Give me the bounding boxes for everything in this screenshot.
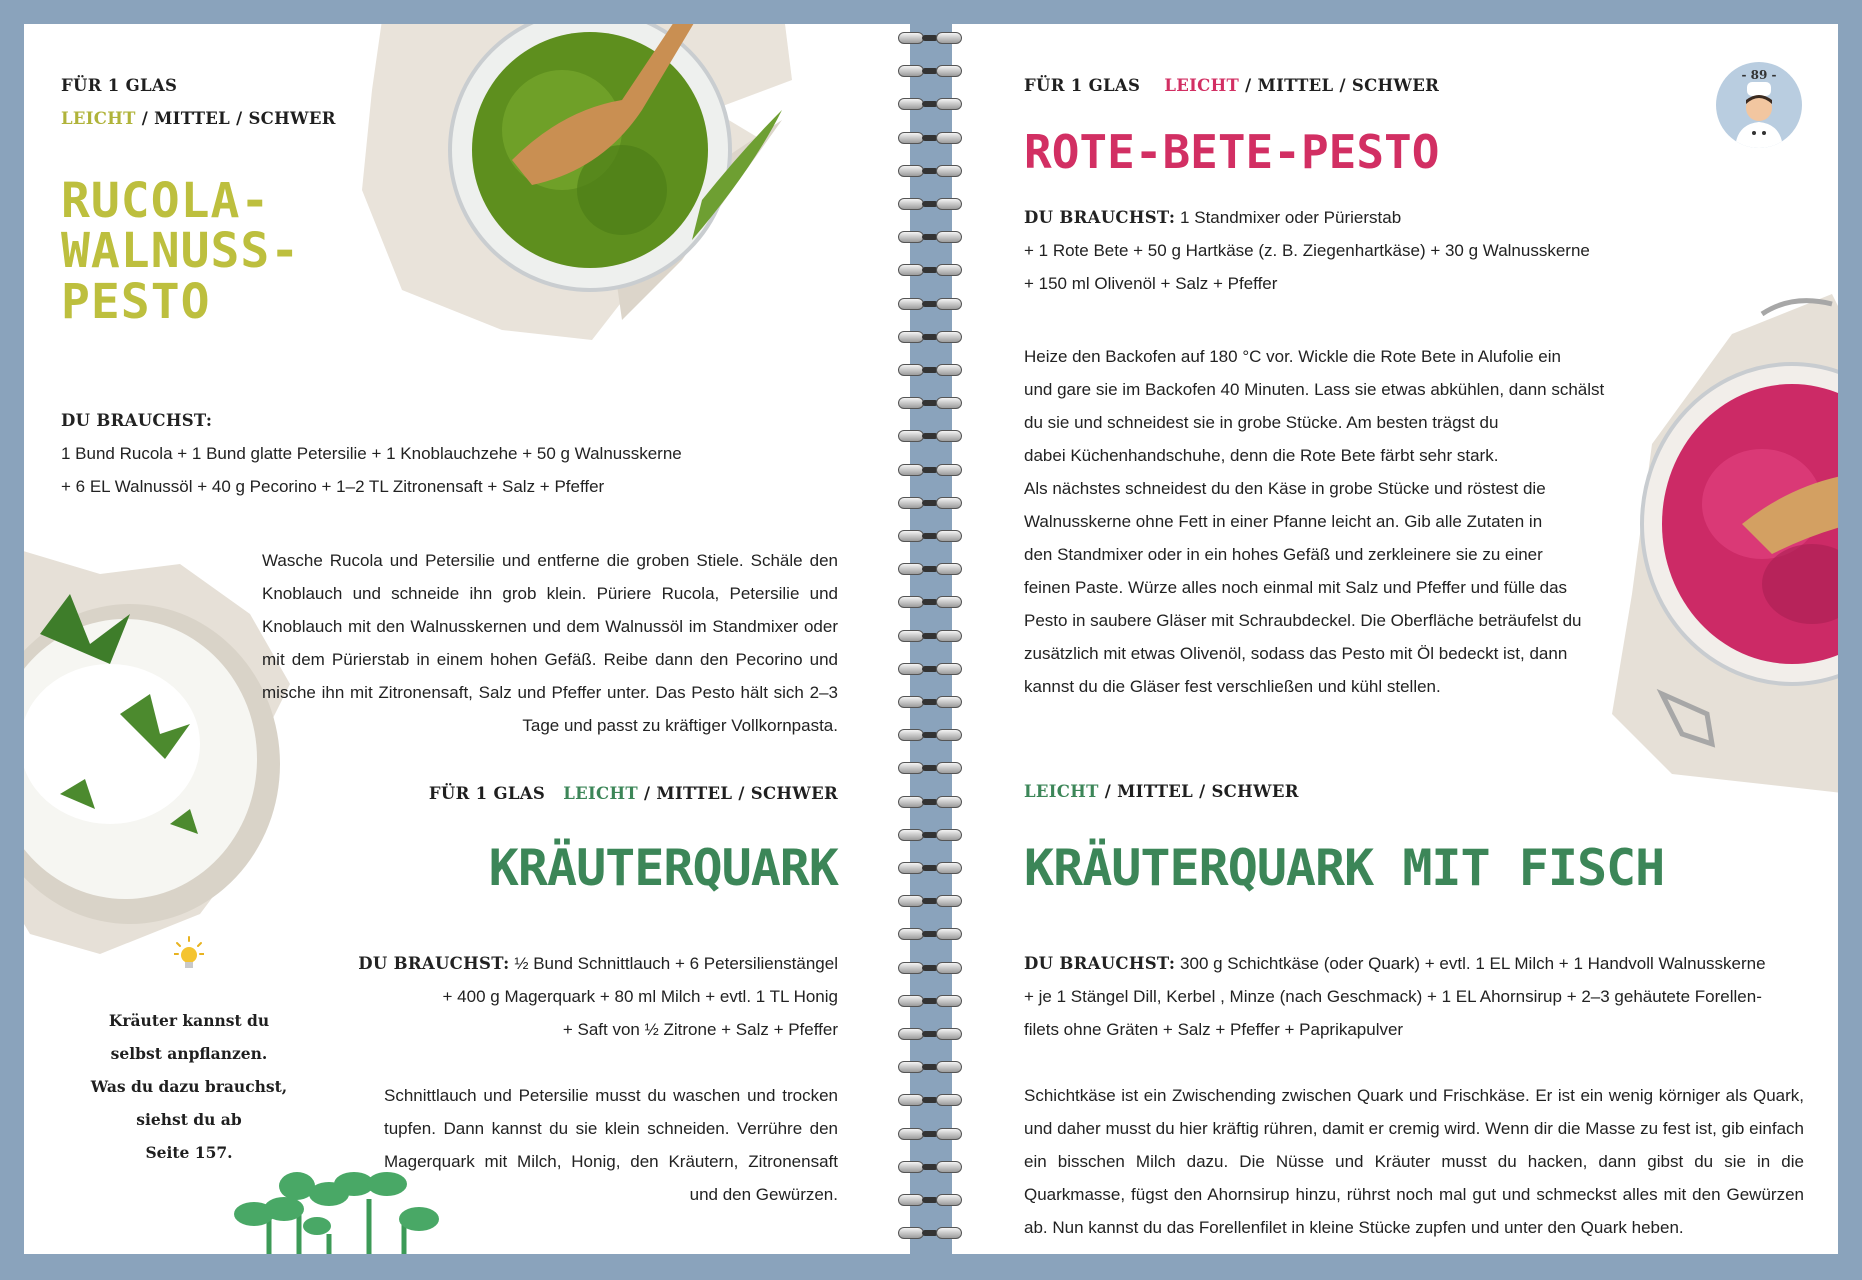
kraeuterquark-ingredients-line2: + 400 g Magerquark + 80 ml Milch + evtl. 1 TL Honig: [442, 987, 838, 1006]
rote-bete-method-line: den Standmixer oder in ein hohes Gefäß und zerkleinere sie zu einer: [1024, 545, 1543, 564]
spiral-ring: [892, 993, 972, 1009]
chef-icon: [1716, 62, 1802, 148]
spiral-ring: [892, 561, 972, 577]
rote-bete-method-line: zusätzlich mit etwas Olivenöl, sodass das Pesto mit Öl bedeckt ist, dann: [1024, 644, 1568, 663]
quark-fisch-ingredients-label: DU BRAUCHST:: [1024, 954, 1176, 973]
rote-bete-meta: [1024, 76, 1439, 95]
spiral-ring: [892, 594, 972, 610]
kraeuterquark-ingredients-line3: + Saft von ½ Zitrone + Salz + Pfeffer: [562, 1020, 838, 1039]
spiral-ring: [892, 362, 972, 378]
left-page: [24, 24, 910, 1254]
spiral-ring: [892, 760, 972, 776]
spiral-ring: [892, 63, 972, 79]
spiral-ring: [892, 528, 972, 544]
kraeuterquark-meta: [324, 784, 838, 803]
rote-bete-method-line: Walnusskerne ohne Fett in einer Pfanne leicht an. Gib alle Zutaten in: [1024, 512, 1543, 531]
page-number: - 89 -: [1741, 68, 1777, 82]
rote-bete-method-line: du sie und schneidest sie in grobe Stücke. Am besten trägst du: [1024, 413, 1499, 432]
quark-fisch-method: Schichtkäse ist ein Zwischending zwischen Quark und Frischkäse. Er ist ein wenig körniger als Quark, und daher musst du hier kräftig rühren, damit er cremig wird. Wenn dir die Masse zu fest ist, gib einfach ein bisschen Milch dazu. Die Nüsse und Kräuter musst du hacken, dann gibst du sie in die Quarkmasse, fügst den Ahornsirup hinzu, rührst noch mal gut und schmeckst alles mit den Gewürzen ab. Nun kannst du das Forellenfilet in kleine Stücke zupfen und unter den Quark heben.: [1024, 1086, 1804, 1237]
rucola-ingredients-line2: + 6 EL Walnussöl + 40 g Pecorino + 1–2 TL Zitronensaft + Salz + Pfeffer: [61, 477, 605, 496]
tip-line5: Seite 157.: [145, 1143, 233, 1162]
kraeuterquark-serving: FÜR 1 GLAS: [428, 784, 546, 803]
rucola-level-easy: LEICHT: [61, 109, 136, 128]
spiral-ring: [892, 428, 972, 444]
quark-fisch-level-rest: / MITTEL / SCHWER: [1104, 782, 1299, 801]
spiral-ring: [892, 262, 972, 278]
quark-fisch-ingredients-line2: + je 1 Stängel Dill, Kerbel , Minze (nach Geschmack) + 1 EL Ahornsirup + 2–3 gehäutete Forellen-: [1024, 987, 1762, 1006]
rote-bete-method: [1024, 340, 1644, 703]
kraeuterquark-ingredients: [324, 947, 838, 1046]
spiral-ring: [892, 1026, 972, 1042]
rote-bete-ingredients-line2: + 1 Rote Bete + 50 g Hartkäse (z. B. Ziegenhartkäse) + 30 g Walnusskerne: [1024, 241, 1590, 260]
rote-bete-method-line: dabei Küchenhandschuhe, denn die Rote Bete färbt sehr stark.: [1024, 446, 1499, 465]
spiral-ring: [892, 628, 972, 644]
spiral-ring: [892, 196, 972, 212]
tip-text: [74, 1004, 304, 1169]
lightbulb-icon: [174, 936, 204, 976]
rucola-ingredients-line1: 1 Bund Rucola + 1 Bund glatte Petersilie + 1 Knoblauchzehe + 50 g Walnusskerne: [61, 444, 682, 463]
spiral-ring: [892, 1059, 972, 1075]
tip-line4: siehst du ab: [136, 1110, 242, 1129]
spiral-ring: [892, 926, 972, 942]
spiral-ring: [892, 860, 972, 876]
rote-bete-method-line: Pesto in saubere Gläser mit Schraubdeckel. Die Oberfläche beträufelst du: [1024, 611, 1582, 630]
spiral-ring: [892, 1192, 972, 1208]
spiral-ring: [892, 163, 972, 179]
spiral-ring: [892, 30, 972, 46]
spiral-ring: [892, 1126, 972, 1142]
rucola-difficulty: [61, 109, 336, 128]
spiral-ring: [892, 130, 972, 146]
quark-fisch-ingredients: [1024, 947, 1804, 1046]
quark-fisch-difficulty: [1024, 782, 1299, 801]
spiral-ring: [892, 694, 972, 710]
spiral-ring: [892, 329, 972, 345]
quark-fisch-ingredients-line1: 300 g Schichtkäse (oder Quark) + evtl. 1 EL Milch + 1 Handvoll Walnusskerne: [1180, 954, 1766, 973]
rote-bete-pesto-photo: [1612, 294, 1838, 794]
spiral-ring: [892, 1092, 972, 1108]
rucola-ingredients: [61, 404, 781, 503]
rote-bete-method-line: Heize den Backofen auf 180 °C vor. Wickle die Rote Bete in Alufolie ein: [1024, 347, 1561, 366]
kraeuterquark-level-rest: / MITTEL / SCHWER: [644, 784, 838, 803]
kraeuterquark-title: KRÄUTERQUARK: [488, 839, 838, 897]
rucola-serving: FÜR 1 GLAS: [61, 76, 178, 95]
spiral-ring: [892, 727, 972, 743]
tip-line1: Kräuter kannst du: [108, 1011, 270, 1030]
spiral-ring: [892, 661, 972, 677]
rote-bete-ingredients-line1: 1 Standmixer oder Pürierstab: [1180, 208, 1402, 227]
spiral-ring: [892, 296, 972, 312]
rucola-title: RUCOLA- WALNUSS- PESTO: [61, 173, 301, 330]
spiral-ring: [892, 395, 972, 411]
rote-bete-ingredients-label: DU BRAUCHST:: [1024, 208, 1176, 227]
sprout-icon: [229, 1164, 449, 1254]
spiral-ring: [892, 495, 972, 511]
spiral-ring: [892, 229, 972, 245]
spiral-ring: [892, 827, 972, 843]
kraeuterquark-ingredients-line1: ½ Bund Schnittlauch + 6 Petersilienstängel: [514, 954, 838, 973]
rote-bete-method-line: Als nächstes schneidest du den Käse in grobe Stücke und röstest die: [1024, 479, 1546, 498]
quark-fisch-level-easy: LEICHT: [1024, 782, 1099, 801]
quark-fisch-ingredients-line3: filets ohne Gräten + Salz + Pfeffer + Paprikapulver: [1024, 1020, 1404, 1039]
spiral-ring: [892, 1225, 972, 1241]
spiral-ring: [892, 893, 972, 909]
rote-bete-method-line: feinen Paste. Würze alles noch einmal mit Salz und Pfeffer und fülle das: [1024, 578, 1568, 597]
tip-line3: Was du dazu brauchst,: [90, 1077, 288, 1096]
rucola-pesto-photo: [362, 24, 802, 360]
kraeuterquark-ingredients-label: DU BRAUCHST:: [358, 954, 510, 973]
rote-bete-ingredients: [1024, 201, 1644, 300]
rucola-method: Wasche Rucola und Petersilie und entferne die groben Stiele. Schäle den Knoblauch und schneide ihn grob klein. Püriere Rucola, Petersilie und Knoblauch mit den Walnusskernen und dem Walnussöl im Standmixer oder mit dem Pürierstab in einem hohen Gefäß. Reibe dann den Pecorino und mische ihn mit Zitronensaft, Salz und Pfeffer unter. Das Pesto hält sich 2–3 Tage und passt zu kräftiger Vollkornpasta.: [262, 551, 838, 735]
spiral-ring: [892, 96, 972, 112]
rote-bete-serving: FÜR 1 GLAS: [1024, 76, 1141, 95]
tip-line2: selbst anpflanzen.: [110, 1044, 268, 1063]
spiral-ring: [892, 462, 972, 478]
rote-bete-title: ROTE-BETE-PESTO: [1024, 125, 1440, 179]
rote-bete-level-easy: LEICHT: [1164, 76, 1240, 95]
rucola-level-rest: / MITTEL / SCHWER: [141, 109, 336, 128]
kraeuterquark-level-easy: LEICHT: [563, 784, 638, 803]
quark-fisch-title: KRÄUTERQUARK MIT FISCH: [1024, 839, 1665, 897]
spiral-ring: [892, 794, 972, 810]
rucola-ingredients-label: DU BRAUCHST:: [61, 411, 213, 430]
spiral-binding: [892, 22, 972, 1262]
spiral-ring: [892, 1159, 972, 1175]
rote-bete-level-rest: / MITTEL / SCHWER: [1245, 76, 1440, 95]
rote-bete-method-line: und gare sie im Backofen 40 Minuten. Lass sie etwas abkühlen, dann schälst: [1024, 380, 1605, 399]
rote-bete-method-line: kannst du die Gläser fest verschließen und kühl stellen.: [1024, 677, 1441, 696]
right-page: [952, 24, 1838, 1254]
kraeuterquark-method: Schnittlauch und Petersilie musst du waschen und trocken tupfen. Dann kannst du sie klein schneiden. Verrühre den Magerquark mit Milch, Honig, den Kräutern, Zitronensaft und den Gewürzen.: [384, 1086, 838, 1204]
rote-bete-ingredients-line3: + 150 ml Olivenöl + Salz + Pfeffer: [1024, 274, 1278, 293]
spiral-ring: [892, 960, 972, 976]
